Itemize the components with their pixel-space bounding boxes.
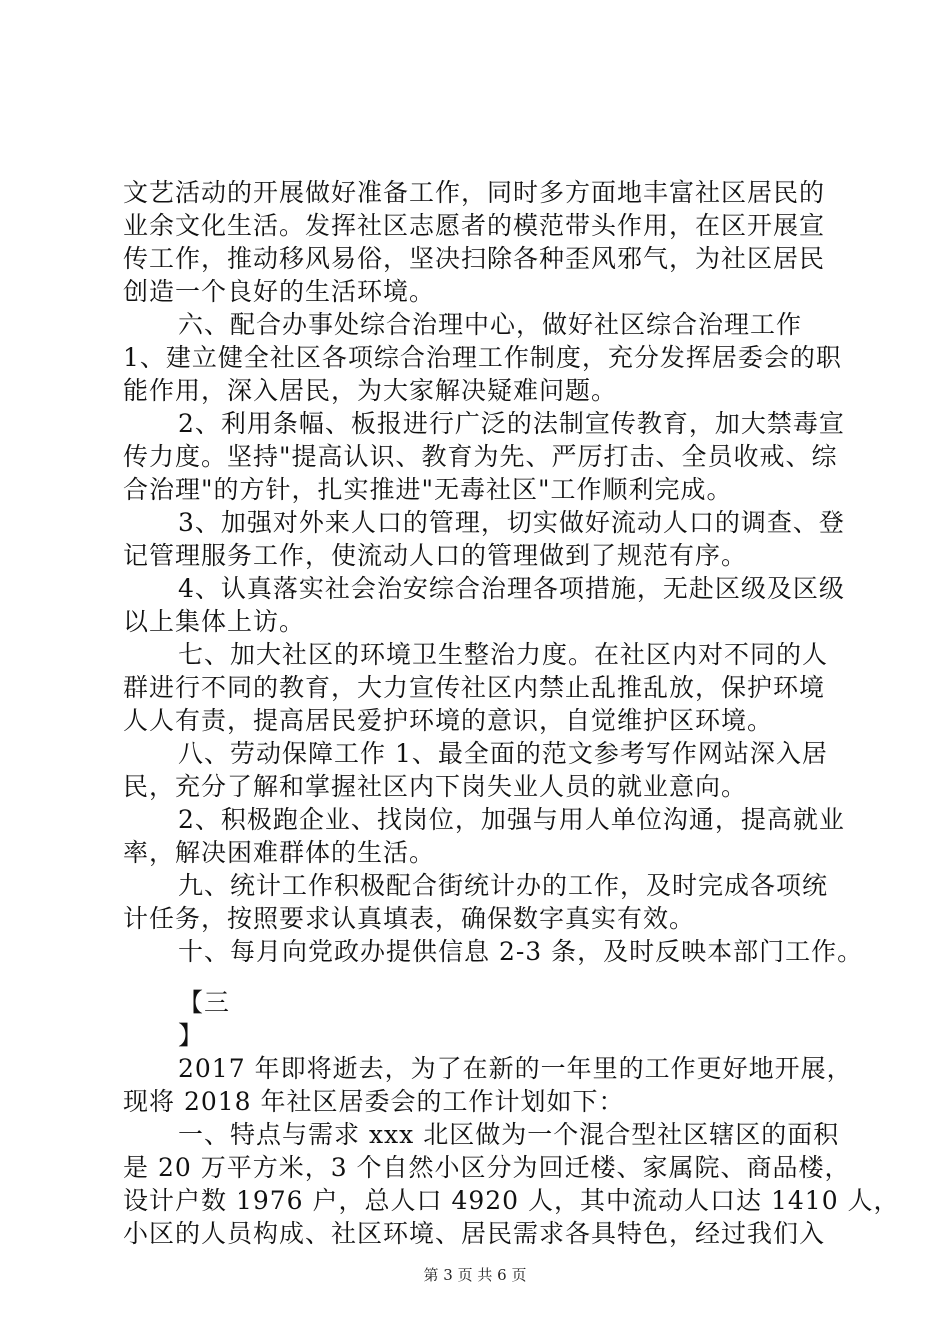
text-line: 2017 年即将逝去，为了在新的一年里的工作更好地开展， (178, 1054, 853, 1083)
text-line: 2、利用条幅、板报进行广泛的法制宣传教育，加大禁毒宣 (178, 409, 845, 438)
text-line: 记管理服务工作，使流动人口的管理做到了规范有序。 (123, 541, 748, 570)
text-line: 人人有责，提高居民爱护环境的意识，自觉维护区环境。 (123, 706, 774, 735)
text-line: 小区的人员构成、社区环境、居民需求各具特色，经过我们入 (123, 1219, 826, 1248)
text-line: 能作用，深入居民，为大家解决疑难问题。 (123, 376, 618, 405)
text-line: 以上集体上访。 (123, 607, 306, 636)
section-heading: 九、统计工作积极配合街统计办的工作，及时完成各项统 (178, 871, 829, 900)
text-line: 设计户数 1976 户，总人口 4920 人，其中流动人口达 1410 人， (123, 1186, 900, 1215)
text-line: 业余文化生活。发挥社区志愿者的模范带头作用，在区开展宣 (123, 211, 826, 240)
section-heading: 十、每月向党政办提供信息 2-3 条，及时反映本部门工作。 (178, 937, 864, 966)
part-marker: 【三 (178, 988, 231, 1017)
section-heading: 七、加大社区的环境卫生整治力度。在社区内对不同的人 (178, 640, 829, 669)
text-line: 3、加强对外来人口的管理，切实做好流动人口的调查、登 (178, 508, 845, 537)
text-line: 文艺活动的开展做好准备工作，同时多方面地丰富社区居民的 (123, 178, 826, 207)
text-line: 现将 2018 年社区居委会的工作计划如下： (123, 1087, 625, 1116)
text-line: 是 20 万平方米，3 个自然小区分为回迁楼、家属院、商品楼， (123, 1153, 851, 1182)
text-line: 2、积极跑企业、找岗位，加强与用人单位沟通，提高就业 (178, 805, 845, 834)
text-line: 率，解决困难群体的生活。 (123, 838, 436, 867)
page-footer: 第 3 页 共 6 页 (423, 1266, 527, 1284)
text-line: 1、建立健全社区各项综合治理工作制度，充分发挥居委会的职 (123, 343, 842, 372)
text-line: 群进行不同的教育，大力宣传社区内禁止乱推乱放，保护环境 (123, 673, 826, 702)
text-line: 合治理"的方针，扎实推进"无毒社区"工作顺利完成。 (123, 475, 733, 504)
text-line: 传力度。坚持"提高认识、教育为先、严厉打击、全员收戒、综 (123, 442, 838, 471)
text-line: 传工作，推动移风易俗，坚决扫除各种歪风邪气，为社区居民 (123, 244, 826, 273)
text-line: 民，充分了解和掌握社区内下岗失业人员的就业意向。 (123, 772, 748, 801)
text-line: 创造一个良好的生活环境。 (123, 277, 436, 306)
section-heading: 八、劳动保障工作 1、最全面的范文参考写作网站深入居 (178, 739, 828, 768)
text-line: 计任务，按照要求认真填表，确保数字真实有效。 (123, 904, 696, 933)
section-heading: 一、特点与需求 xxx 北区做为一个混合型社区辖区的面积 (178, 1120, 840, 1149)
part-marker: 】 (178, 1021, 205, 1050)
text-line: 4、认真落实社会治安综合治理各项措施，无赴区级及区级 (178, 574, 845, 603)
section-heading: 六、配合办事处综合治理中心，做好社区综合治理工作 (178, 310, 803, 339)
